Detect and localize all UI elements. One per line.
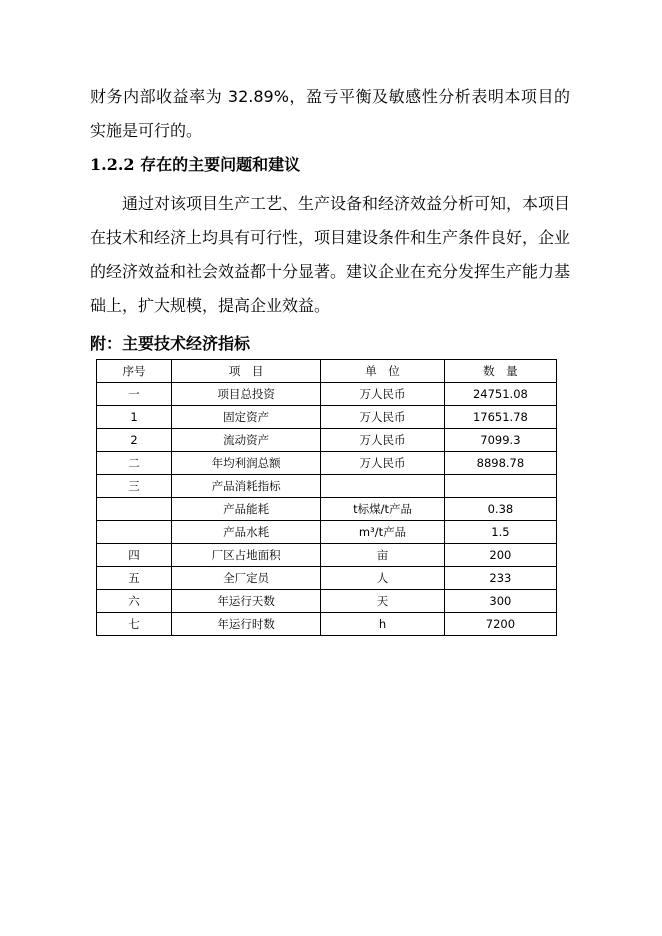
table-row (97, 475, 557, 498)
table-row (97, 383, 557, 406)
row-value (444, 475, 556, 498)
row-no: 五 (97, 567, 172, 590)
row-item: 产品消耗指标 (172, 475, 321, 498)
table-row (97, 452, 557, 475)
row-no (97, 521, 172, 544)
row-item: 项目总投资 (172, 383, 321, 406)
row-unit: 天 (321, 590, 445, 613)
row-unit: h (321, 613, 445, 636)
table-row (97, 590, 557, 613)
row-unit: 亩 (321, 544, 445, 567)
row-no: 四 (97, 544, 172, 567)
row-value: 1.5 (444, 521, 556, 544)
table-row (97, 521, 557, 544)
row-unit: 万人民币 (321, 452, 445, 475)
row-value: 24751.08 (444, 383, 556, 406)
row-no: 七 (97, 613, 172, 636)
row-value: 17651.78 (444, 406, 556, 429)
row-value: 7200 (444, 613, 556, 636)
header-no: 序号 (97, 360, 172, 383)
row-item: 全厂定员 (172, 567, 321, 590)
row-value: 233 (444, 567, 556, 590)
row-item: 厂区占地面积 (172, 544, 321, 567)
header-value: 数 量 (444, 360, 556, 383)
table-row (97, 544, 557, 567)
table-row (97, 498, 557, 521)
technical-economic-indicators-table (96, 359, 557, 636)
intro-paragraph: 财务内部收益率为 32.89%，盈亏平衡及敏感性分析表明本项目的实施是可行的。 (90, 87, 570, 140)
row-no (97, 498, 172, 521)
row-unit: t标煤/t产品 (321, 498, 445, 521)
row-value: 7099.3 (444, 429, 556, 452)
row-item: 年运行时数 (172, 613, 321, 636)
row-no: 1 (97, 406, 172, 429)
table-row (97, 429, 557, 452)
header-unit: 单 位 (321, 360, 445, 383)
table-header-row (97, 360, 557, 383)
row-item: 产品能耗 (172, 498, 321, 521)
row-unit: m³/t产品 (321, 521, 445, 544)
table-row (97, 406, 557, 429)
row-no: 2 (97, 429, 172, 452)
row-unit: 万人民币 (321, 406, 445, 429)
row-no: 二 (97, 452, 172, 475)
section-heading: 1.2.2 存在的主要问题和建议 (90, 155, 301, 174)
row-unit (321, 475, 445, 498)
row-item: 产品水耗 (172, 521, 321, 544)
appendix-heading: 附：主要技术经济指标 (90, 334, 251, 353)
row-value: 300 (444, 590, 556, 613)
header-item: 项 目 (172, 360, 321, 383)
row-unit: 人 (321, 567, 445, 590)
row-item: 固定资产 (172, 406, 321, 429)
row-no: 六 (97, 590, 172, 613)
row-item: 年均利润总额 (172, 452, 321, 475)
row-value: 8898.78 (444, 452, 556, 475)
row-unit: 万人民币 (321, 383, 445, 406)
row-no: 一 (97, 383, 172, 406)
row-value: 0.38 (444, 498, 556, 521)
body-paragraph: 通过对该项目生产工艺、生产设备和经济效益分析可知，本项目在技术和经济上均具有可行性，项目建设条件和生产条件良好，企业的经济效益和社会效益都十分显著。建议企业在充分发挥生产能力基础上，扩大规模，提高企业效益。 (90, 194, 571, 315)
row-item: 年运行天数 (172, 590, 321, 613)
row-unit: 万人民币 (321, 429, 445, 452)
row-no: 三 (97, 475, 172, 498)
table-row (97, 567, 557, 590)
table-row (97, 613, 557, 636)
row-item: 流动资产 (172, 429, 321, 452)
row-value: 200 (444, 544, 556, 567)
